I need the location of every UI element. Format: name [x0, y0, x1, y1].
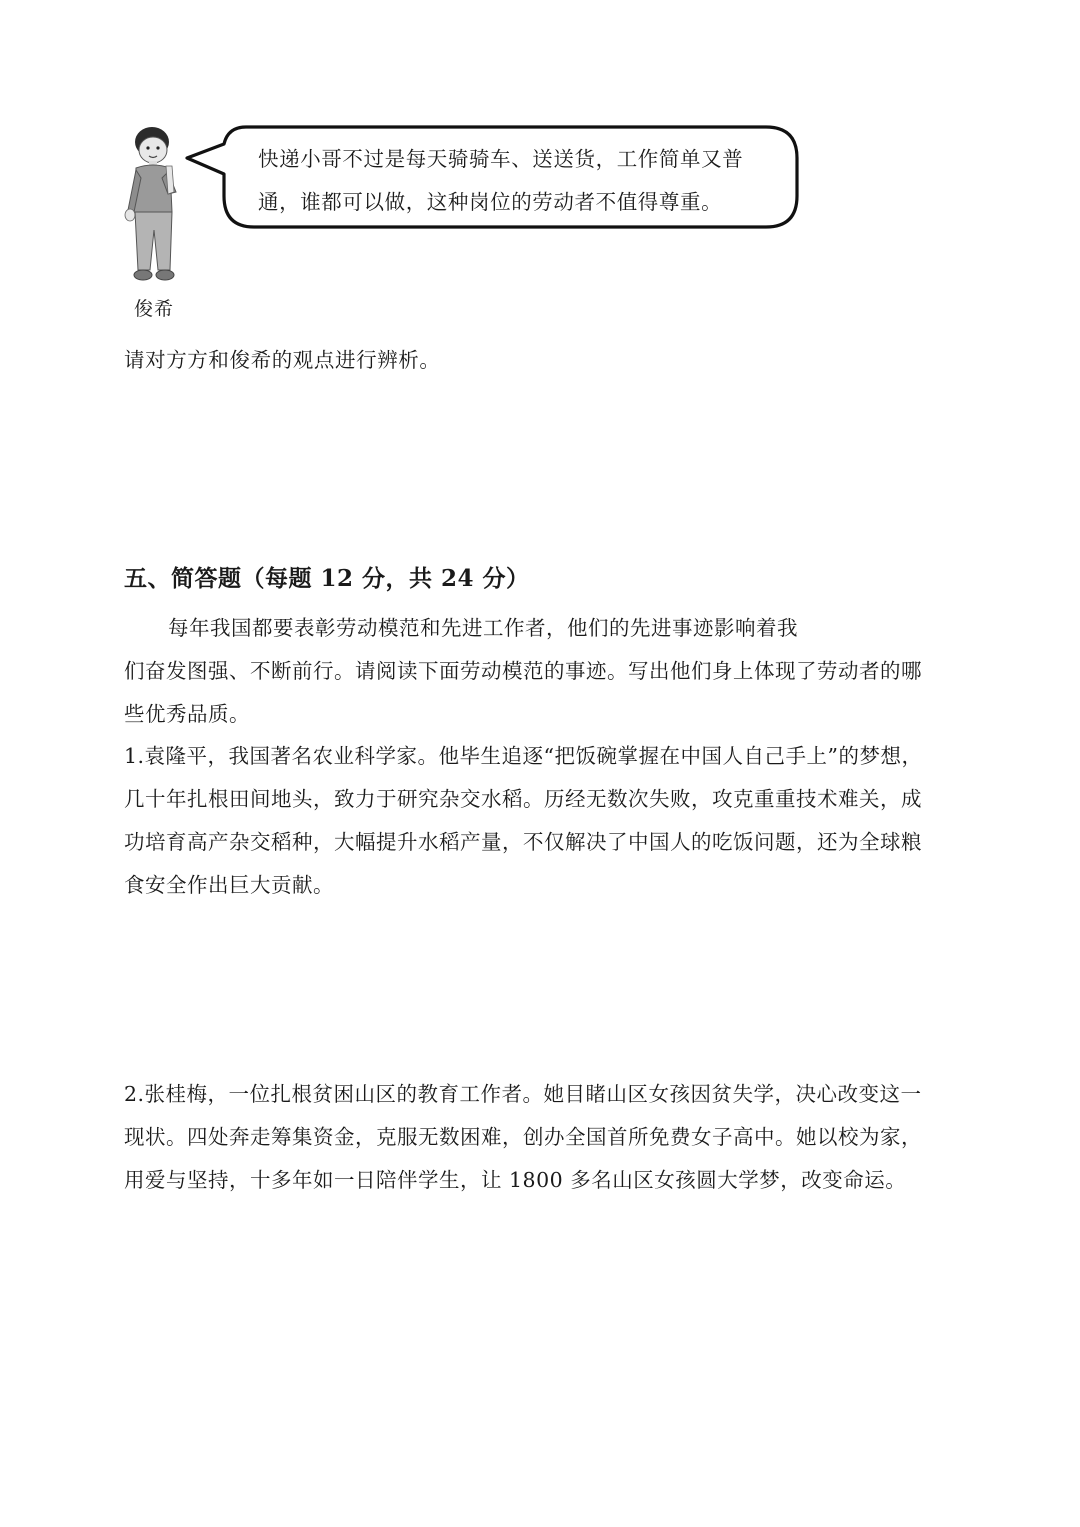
- intro-line: 每年我国都要表彰劳动模范和先进工作者，他们的先进事迹影响着我: [168, 616, 798, 640]
- item-line: 用爱与坚持，十多年如一日陪伴学生，让 1800 多名山区女孩圆大学梦，改变命运。: [124, 1168, 907, 1192]
- boy-illustration: [122, 122, 192, 292]
- section-title: 五、简答题（每题 12 分，共 24 分）: [124, 565, 530, 592]
- question-item-2: [124, 1073, 964, 1202]
- item-line: 功培育高产杂交稻种，大幅提升水稻产量，不仅解决了中国人的吃饭问题，还为全球粮: [124, 830, 922, 854]
- item-line: 食安全作出巨大贡献。: [124, 873, 334, 897]
- item-line: 2.张桂梅，一位扎根贫困山区的教育工作者。她目睹山区女孩因贫失学，决心改变这一: [124, 1082, 922, 1106]
- speech-line: 通，谁都可以做，这种岗位的劳动者不值得尊重。: [258, 190, 723, 214]
- speaker-name: 俊希: [134, 298, 175, 320]
- item-line: 1.袁隆平，我国著名农业科学家。他毕生追逐“把饭碗掌握在中国人自己手上”的梦想，: [124, 744, 923, 768]
- item-line: 现状。四处奔走筹集资金，克服无数困难，创办全国首所免费女子高中。她以校为家，: [124, 1125, 922, 1149]
- intro-line: 们奋发图强、不断前行。请阅读下面劳动模范的事迹。写出他们身上体现了劳动者的哪: [124, 659, 922, 683]
- speech-line: 快递小哥不过是每天骑骑车、送送货，工作简单又普: [258, 147, 744, 171]
- question-prompt: 请对方方和俊希的观点进行辨析。: [124, 348, 441, 372]
- section-intro: [124, 607, 964, 736]
- item-line: 几十年扎根田间地头，致力于研究杂交水稻。历经无数次失败，攻克重重技术难关，成: [124, 787, 922, 811]
- speech-text: [258, 138, 778, 224]
- question-item-1: [124, 735, 964, 907]
- intro-line: 些优秀品质。: [124, 702, 250, 726]
